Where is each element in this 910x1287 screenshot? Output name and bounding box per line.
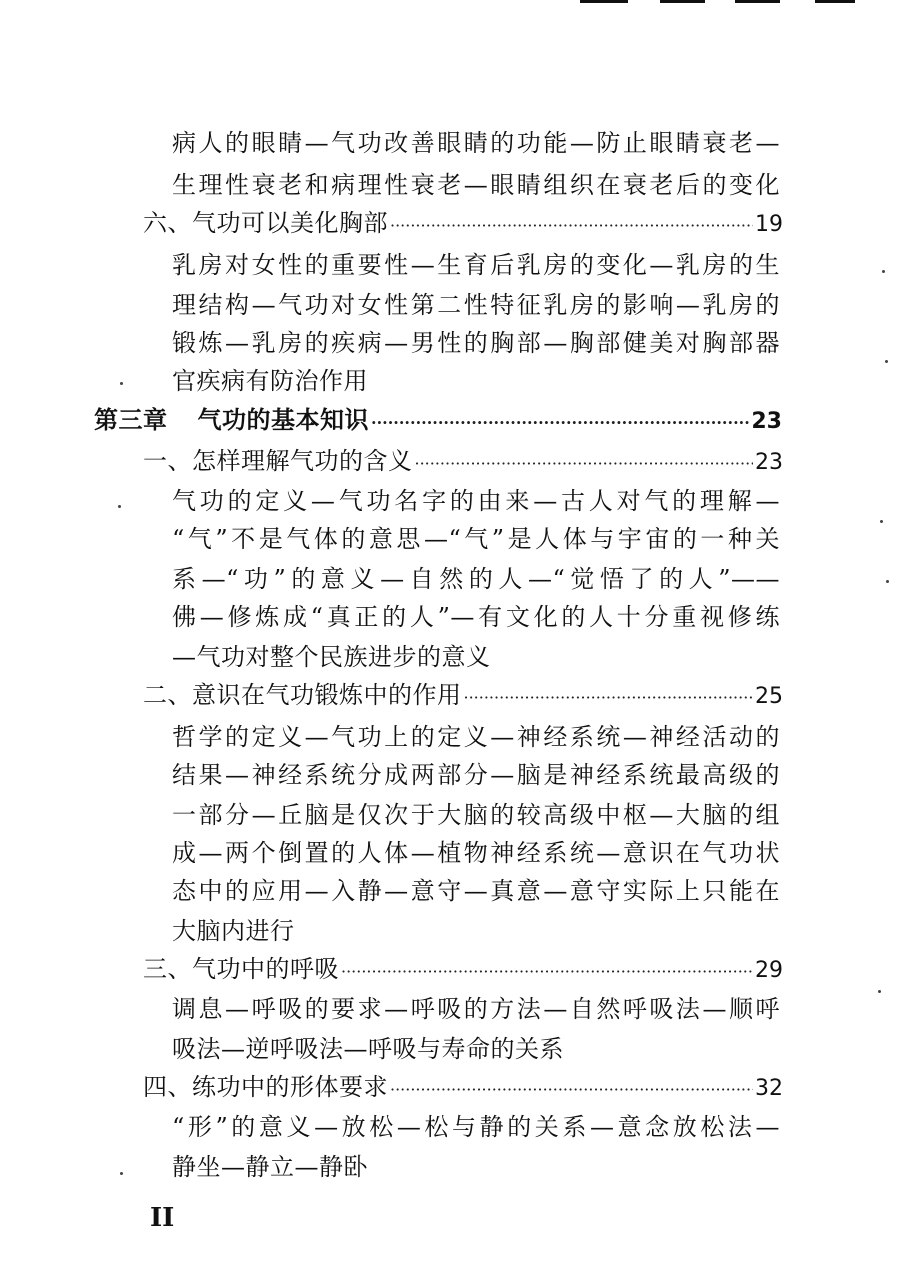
toc-page-number: 23 [755, 450, 783, 475]
toc-description-text: 哲学的定义—气功上的定义—神经系统—神经活动的 [172, 723, 780, 751]
toc-leader-dots [390, 211, 753, 241]
scan-speck [120, 1172, 123, 1175]
top-edge-rules [575, 0, 910, 6]
toc-chapter-title: 气功的基本知识 [197, 405, 369, 434]
toc-section-title: 二、意识在气功锻炼中的作用 [143, 681, 462, 709]
toc-description-line [172, 642, 780, 672]
toc-description-line [172, 722, 780, 752]
toc-description-text: 态中的应用—入静—意守—真意—意守实际上只能在 [172, 877, 780, 905]
toc-section-title: 六、气功可以美化胸部 [143, 209, 388, 237]
toc-description-text: 结果—神经系统分成两部分—脑是神经系统最高级的 [172, 761, 780, 789]
scan-speck [882, 270, 885, 273]
toc-leader-dots [464, 683, 754, 713]
toc-description-text: 吸法—逆呼吸法—呼吸与寿命的关系 [172, 1035, 564, 1063]
page-folio: II [150, 1203, 175, 1233]
toc-description-line [172, 564, 780, 594]
toc-description-line [172, 128, 780, 158]
toc-description-text: 调息—呼吸的要求—呼吸的方法—自然呼吸法—顺呼 [172, 995, 780, 1023]
toc-leader-dots [341, 957, 753, 987]
toc-description-text: 病人的眼睛—气功改善眼睛的功能—防止眼睛衰老— [172, 129, 780, 157]
scan-speck [880, 520, 883, 523]
toc-description-line [172, 760, 780, 790]
toc-chapter-heading [94, 405, 369, 435]
toc-section-entry[interactable] [143, 680, 783, 713]
toc-description-line [172, 170, 780, 200]
toc-description-line [172, 290, 780, 320]
toc-leader-dots [371, 408, 749, 438]
toc-section-title: 三、气功中的呼吸 [143, 955, 339, 983]
toc-leader-dots [390, 1075, 753, 1105]
toc-section-entry[interactable] [143, 208, 783, 241]
toc-description-line [172, 1034, 780, 1064]
toc-description-line [172, 250, 780, 280]
toc-description-line [172, 524, 780, 554]
toc-description-line [172, 994, 780, 1024]
toc-chapter-number: 第三章 [94, 405, 168, 434]
toc-description-line [172, 486, 780, 516]
toc-description-text: 静坐—静立—静卧 [172, 1153, 368, 1181]
toc-description-line [172, 1152, 780, 1182]
toc-page-number: 19 [755, 212, 783, 237]
scan-speck [886, 580, 889, 583]
toc-description-text: —气功对整个民族进步的意义 [172, 643, 491, 671]
toc-section-entry[interactable] [143, 1072, 783, 1105]
toc-section-title: 四、练功中的形体要求 [143, 1073, 388, 1101]
scan-speck [878, 990, 881, 993]
toc-page-number: 32 [755, 1076, 783, 1101]
toc-section-entry[interactable] [143, 954, 783, 987]
toc-description-text: 大脑内进行 [172, 917, 295, 945]
toc-page-number: 29 [755, 958, 783, 983]
toc-page-number: 23 [751, 409, 782, 434]
toc-description-text: 气功的定义—气功名字的由来—古人对气的理解— [172, 487, 780, 515]
toc-description-line [172, 876, 780, 906]
toc-description-line [172, 602, 780, 632]
toc-description-line [172, 800, 780, 830]
scan-speck [885, 360, 888, 363]
toc-description-line [172, 328, 780, 358]
toc-description-text: 成—两个倒置的人体—植物神经系统—意识在气功状 [172, 839, 780, 867]
toc-description-text: “气”不是气体的意思—“气”是人体与宇宙的一种关 [172, 525, 780, 553]
scan-speck [120, 382, 123, 385]
toc-description-text: 锻炼—乳房的疾病—男性的胸部—胸部健美对胸部器 [172, 329, 780, 357]
toc-description-line [172, 838, 780, 868]
scan-speck [118, 505, 121, 508]
toc-section-title: 一、怎样理解气功的含义 [143, 447, 413, 475]
toc-description-text: 官疾病有防治作用 [172, 367, 368, 395]
toc-description-line [172, 366, 780, 396]
toc-description-text: 理结构—气功对女性第二性特征乳房的影响—乳房的 [172, 291, 780, 319]
toc-description-line [172, 916, 780, 946]
toc-description-text: 一部分—丘脑是仅次于大脑的较高级中枢—大脑的组 [172, 801, 780, 829]
toc-description-text: 生理性衰老和病理性衰老—眼睛组织在衰老后的变化 [172, 171, 780, 199]
toc-leader-dots [415, 449, 754, 479]
toc-chapter-entry[interactable] [94, 405, 782, 438]
toc-section-entry[interactable] [143, 446, 783, 479]
toc-page-number: 25 [755, 684, 783, 709]
toc-description-line [172, 1112, 780, 1142]
toc-description-text: 乳房对女性的重要性—生育后乳房的变化—乳房的生 [172, 251, 780, 279]
toc-description-text: 系—“功”的意义—自然的人—“觉悟了的人”—— [172, 565, 780, 593]
toc-description-text: 佛—修炼成“真正的人”—有文化的人十分重视修练 [172, 603, 780, 631]
toc-description-text: “形”的意义—放松—松与静的关系—意念放松法— [172, 1113, 780, 1141]
